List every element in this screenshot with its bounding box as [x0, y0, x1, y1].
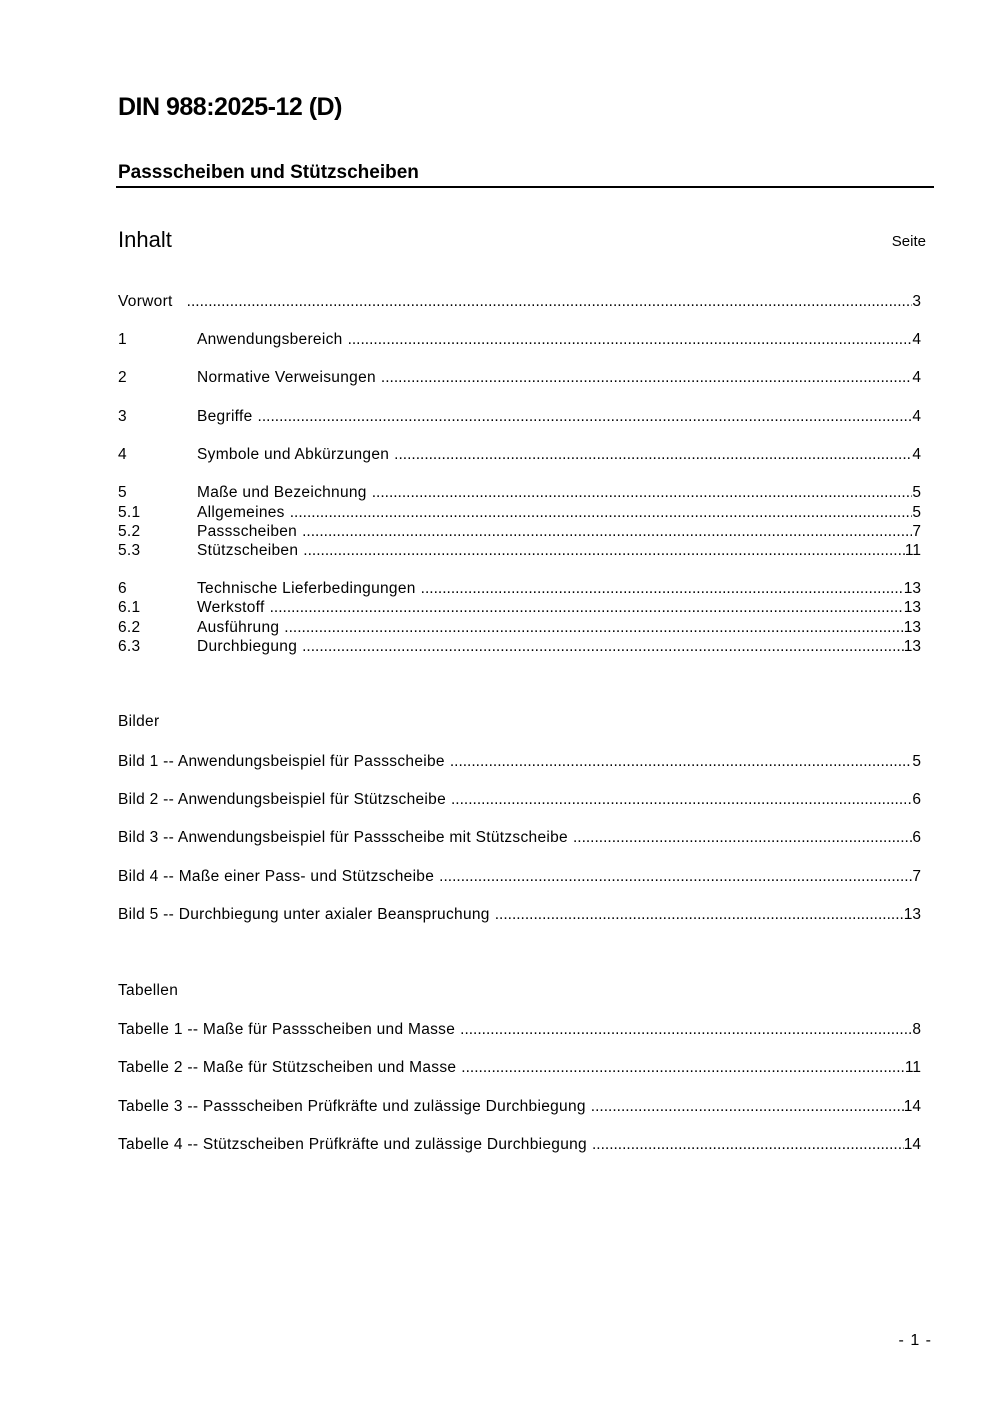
- toc-page: 13: [903, 619, 921, 636]
- toc-entry-vorwort[interactable]: [118, 292, 921, 312]
- table-entry[interactable]: [118, 1058, 921, 1078]
- table-entry[interactable]: [118, 1020, 921, 1040]
- title-rule: [116, 186, 934, 188]
- table-entry[interactable]: [118, 1135, 921, 1155]
- toc-entry[interactable]: [118, 330, 921, 350]
- toc-leader: [394, 445, 912, 465]
- figures-heading: Bilder: [118, 713, 160, 730]
- toc-entry[interactable]: [118, 483, 921, 503]
- figure-page: 5: [912, 753, 921, 770]
- toc-page: 13: [903, 638, 921, 655]
- document-subtitle: Passscheiben und Stützscheiben: [118, 162, 419, 183]
- toc-label: Technische Lieferbedingungen: [197, 580, 416, 597]
- figure-label: Bild 3 -- Anwendungsbeispiel für Passscheibe mit Stützscheibe: [118, 829, 568, 846]
- toc-number: 5.3: [118, 542, 141, 559]
- document-title: DIN 988:2025-12 (D): [118, 93, 342, 121]
- toc-leader: [381, 368, 912, 388]
- figure-page: 6: [912, 791, 921, 808]
- toc-leader: [450, 752, 913, 772]
- toc-page: 13: [903, 580, 921, 597]
- toc-label: Maße und Bezeichnung: [197, 484, 367, 501]
- toc-heading: Inhalt: [118, 227, 172, 252]
- toc-label: Allgemeines: [197, 504, 285, 521]
- figure-entry[interactable]: [118, 790, 921, 810]
- toc-page: 11: [904, 542, 921, 559]
- toc-number: 6.1: [118, 599, 141, 616]
- toc-leader: [461, 1058, 905, 1078]
- table-label: Tabelle 4 -- Stützscheiben Prüfkräfte und zulässige Durchbiegung: [118, 1136, 587, 1153]
- toc-page: 7: [912, 523, 921, 540]
- toc-leader: [348, 330, 913, 350]
- toc-leader: [258, 407, 913, 427]
- toc-number: 2: [118, 369, 127, 386]
- toc-number: 1: [118, 331, 127, 348]
- toc-leader: [591, 1097, 904, 1117]
- toc-page: 5: [912, 504, 921, 521]
- toc-number: 5.1: [118, 504, 141, 521]
- toc-number: 6.2: [118, 619, 141, 636]
- toc-label: Stützscheiben: [197, 542, 299, 559]
- page-column-label: Seite: [891, 233, 926, 250]
- figure-label: Bild 2 -- Anwendungsbeispiel für Stützscheibe: [118, 791, 446, 808]
- toc-number: 3: [118, 408, 127, 425]
- toc-page: 4: [912, 331, 921, 348]
- toc-leader: [592, 1135, 904, 1155]
- table-label: Tabelle 1 -- Maße für Passscheiben und Masse: [118, 1021, 456, 1038]
- toc-number: 6: [118, 580, 127, 597]
- figure-label: Bild 4 -- Maße einer Pass- und Stützscheibe: [118, 868, 435, 885]
- toc-number: 4: [118, 446, 127, 463]
- toc-label: Passscheiben: [197, 523, 298, 540]
- figure-entry[interactable]: [118, 905, 921, 925]
- toc-entry[interactable]: [118, 522, 921, 542]
- page-number: - 1 -: [898, 1332, 932, 1349]
- toc-leader: [187, 292, 913, 312]
- figure-label: Bild 1 -- Anwendungsbeispiel für Passscheibe: [118, 753, 445, 770]
- toc-leader: [460, 1020, 912, 1040]
- table-page: 8: [912, 1021, 921, 1038]
- toc-label: Normative Verweisungen: [197, 369, 376, 386]
- toc-leader: [372, 483, 913, 503]
- table-page: 14: [903, 1136, 921, 1153]
- toc-label: Anwendungsbereich: [197, 331, 343, 348]
- figure-entry[interactable]: [118, 867, 921, 887]
- toc-entry[interactable]: [118, 445, 921, 465]
- toc-leader: [421, 579, 904, 599]
- figure-page: 7: [912, 868, 921, 885]
- toc-number: 6.3: [118, 638, 141, 655]
- table-page: 14: [903, 1098, 921, 1115]
- toc-page: 4: [912, 408, 921, 425]
- toc-leader: [290, 503, 913, 523]
- toc-entry[interactable]: [118, 541, 921, 561]
- toc-entry[interactable]: [118, 503, 921, 523]
- toc-page: 4: [912, 369, 921, 386]
- toc-leader: [451, 790, 912, 810]
- table-entry[interactable]: [118, 1097, 921, 1117]
- toc-leader: [303, 541, 905, 561]
- toc-page: 3: [912, 293, 921, 310]
- toc-leader: [495, 905, 904, 925]
- toc-page: 13: [903, 599, 921, 616]
- toc-leader: [284, 618, 903, 638]
- toc-entry[interactable]: [118, 579, 921, 599]
- toc-page: 5: [912, 484, 921, 501]
- figure-page: 6: [912, 829, 921, 846]
- toc-leader: [302, 637, 904, 657]
- toc-number: 5: [118, 484, 127, 501]
- toc-number: 5.2: [118, 523, 141, 540]
- toc-label: Durchbiegung: [197, 638, 298, 655]
- figure-label: Bild 5 -- Durchbiegung unter axialer Beanspruchung: [118, 906, 490, 923]
- toc-label: Begriffe: [197, 408, 253, 425]
- toc-label: Werkstoff: [197, 599, 265, 616]
- toc-leader: [302, 522, 912, 542]
- toc-leader: [573, 828, 912, 848]
- tables-heading: Tabellen: [118, 982, 179, 999]
- figure-entry[interactable]: [118, 828, 921, 848]
- toc-entry[interactable]: [118, 618, 921, 638]
- toc-entry[interactable]: [118, 598, 921, 618]
- toc-leader: [439, 867, 912, 887]
- toc-leader: [270, 598, 904, 618]
- toc-label: Symbole und Abkürzungen: [197, 446, 390, 463]
- toc-label: Ausführung: [197, 619, 280, 636]
- toc-entry[interactable]: [118, 637, 921, 657]
- figure-entry[interactable]: [118, 752, 921, 772]
- table-page: 11: [904, 1059, 921, 1076]
- toc-entry[interactable]: [118, 368, 921, 388]
- table-label: Tabelle 2 -- Maße für Stützscheiben und Masse: [118, 1059, 457, 1076]
- figure-page: 13: [903, 906, 921, 923]
- toc-entry[interactable]: [118, 407, 921, 427]
- toc-number: Vorwort: [118, 293, 173, 310]
- table-label: Tabelle 3 -- Passscheiben Prüfkräfte und zulässige Durchbiegung: [118, 1098, 586, 1115]
- toc-page: 4: [912, 446, 921, 463]
